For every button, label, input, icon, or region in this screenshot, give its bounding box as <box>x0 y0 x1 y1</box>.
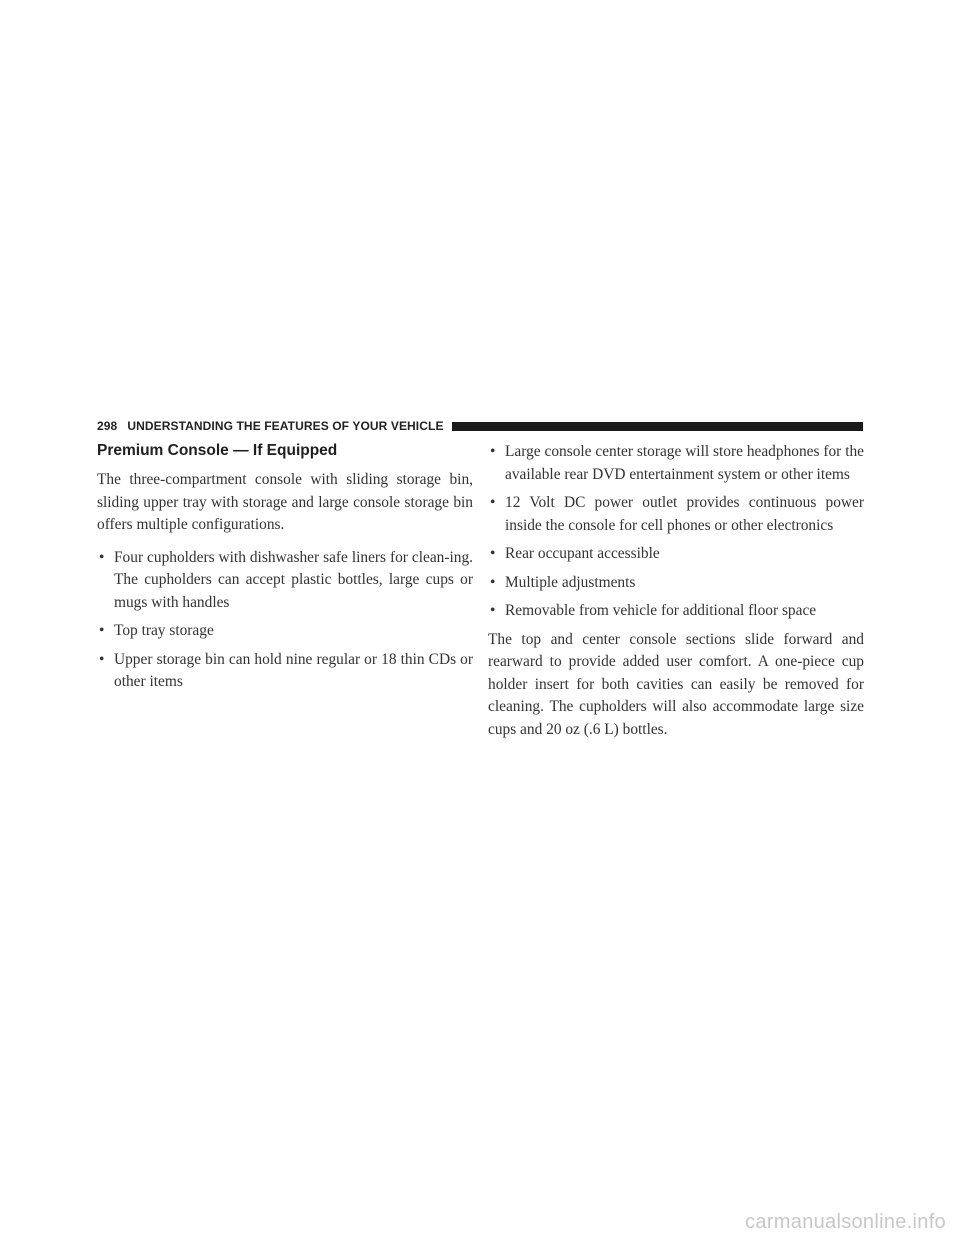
bullet-icon: • <box>99 622 105 639</box>
right-bullet-list <box>488 441 864 623</box>
list-item <box>97 547 473 615</box>
list-item <box>97 620 473 643</box>
left-column <box>97 441 473 700</box>
bullet-icon: • <box>490 573 496 591</box>
list-item <box>488 492 864 537</box>
page-number: 298 <box>97 419 118 433</box>
list-item-text: Rear occupant accessible <box>505 545 660 562</box>
list-item <box>488 600 864 623</box>
list-item-text: Top tray storage <box>114 622 214 639</box>
list-item-text: Removable from vehicle for additional floor space <box>505 602 817 619</box>
running-title: UNDERSTANDING THE FEATURES OF YOUR VEHICLE <box>127 419 444 433</box>
list-item-text: 12 Volt DC power outlet provides continuous power inside the console for cell phones or other electronics <box>505 494 864 534</box>
list-item-text: Multiple adjustments <box>505 573 636 591</box>
list-item <box>488 543 864 566</box>
bullet-icon: • <box>99 650 105 668</box>
section-title: Premium Console — If Equipped <box>97 442 338 459</box>
header-rule <box>452 422 863 431</box>
list-item-text: Upper storage bin can hold nine regular or 18 thin CDs or other items <box>114 650 473 690</box>
bullet-icon: • <box>490 602 496 619</box>
intro-paragraph: The three-compartment console with sliding storage bin, sliding upper tray with storage and large console storage bin offers multiple configurations. <box>97 471 473 533</box>
list-item <box>488 572 864 595</box>
watermark: carmanualsonline.info <box>745 1211 946 1233</box>
bullet-icon: • <box>490 494 496 511</box>
closing-paragraph: The top and center console sections slide forward and rearward to provide added user comfort. A one-piece cup holder insert for both cavities can easily be removed for cleaning. The cupholders will also accommodate large size cups and 20 oz (.6 L) bottles. <box>488 630 864 738</box>
list-item <box>97 649 473 694</box>
bullet-icon: • <box>490 545 496 562</box>
right-column <box>488 441 864 751</box>
left-bullet-list <box>97 547 473 694</box>
page-header <box>97 419 863 433</box>
bullet-icon: • <box>99 548 105 566</box>
list-item <box>488 441 864 486</box>
list-item-text: Four cupholders with dishwasher safe liners for clean-ing. The cupholders can accept plastic bottles, large cups or mugs with handles <box>114 548 473 611</box>
list-item-text: Large console center storage will store headphones for the available rear DVD entertainment system or other items <box>505 443 864 483</box>
bullet-icon: • <box>490 443 496 460</box>
